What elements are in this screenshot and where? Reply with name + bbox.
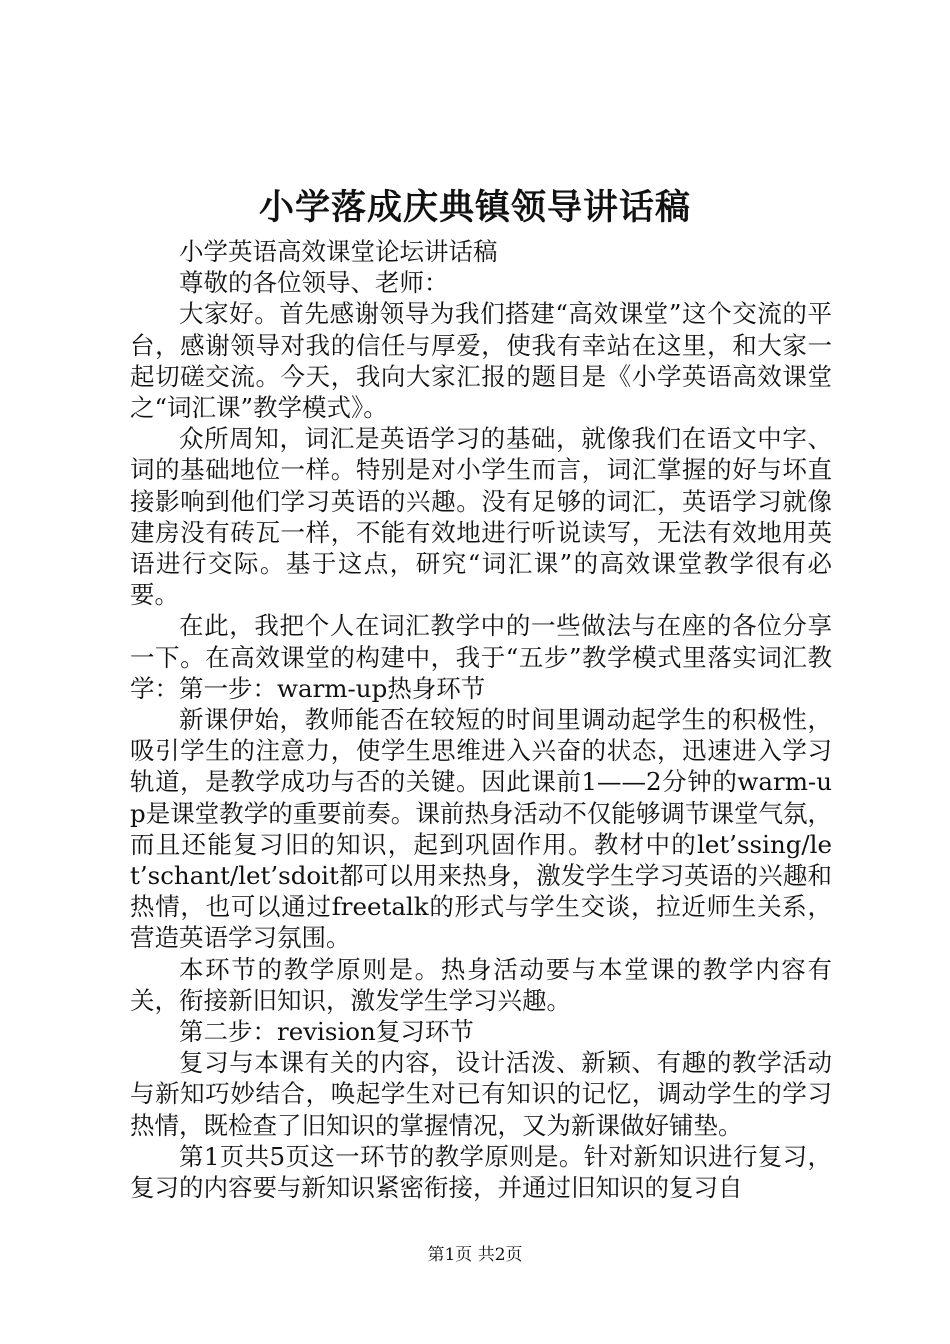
paragraph: 第二步：revision复习环节 xyxy=(179,1017,474,1047)
paragraph: 在此，我把个人在词汇教学中的一些做法与在座的各位分享一下。在高效课堂的构建中，我于“五步”教学模式里落实词汇教学：第一步：warm-up热身环节 xyxy=(130,611,832,703)
paragraph: 小学英语高效课堂论坛讲话稿 xyxy=(179,237,498,266)
document-body xyxy=(130,236,832,1203)
paragraph: 第1页共5页这一环节的教学原则是。针对新知识进行复习，复习的内容要与新知识紧密衔接，并通过旧知识的复习自 xyxy=(130,1141,832,1203)
paragraph: 众所周知，词汇是英语学习的基础，就像我们在语文中字、词的基础地位一样。特别是对小学生而言，词汇掌握的好与坏直接影响到他们学习英语的兴趣。没有足够的词汇，英语学习就像建房没有砖瓦一样，不能有效地进行听说读写，无法有效地用英语进行交际。基于这点，研究“词汇课”的高效课堂教学很有必要。 xyxy=(130,424,832,610)
paragraph: 大家好。首先感谢领导为我们搭建“高效课堂”这个交流的平台，感谢领导对我的信任与厚爱，使我有幸站在这里，和大家一起切磋交流。今天，我向大家汇报的题目是《小学英语高效课堂之“词汇课”教学模式》。 xyxy=(130,299,832,423)
page-footer: 第1页 共2页 xyxy=(427,1245,523,1265)
paragraph: 新课伊始，教师能否在较短的时间里调动起学生的积极性，吸引学生的注意力，使学生思维进入兴奋的状态，迅速进入学习轨道，是教学成功与否的关键。因此课前1——2分钟的warm-up是课堂教学的重要前奏。课前热身活动不仅能够调节课堂气氛，而且还能复习旧的知识，起到巩固作用。教材中的let’ssing/let’schant/let’sdoit都可以用来热身，激发学生学习英语的兴趣和热情，也可以通过freetalk的形式与学生交谈，拉近师生关系，营造英语学习氛围。 xyxy=(130,705,832,953)
document-title: 小学落成庆典镇领导讲话稿 xyxy=(258,187,691,228)
paragraph: 尊敬的各位领导、老师： xyxy=(179,268,449,298)
paragraph: 复习与本课有关的内容，设计活泼、新颖、有趣的教学活动与新知巧妙结合，唤起学生对已有知识的记忆，调动学生的学习热情，既检查了旧知识的掌握情况，又为新课做好铺垫。 xyxy=(130,1048,832,1140)
paragraph: 本环节的教学原则是。热身活动要与本堂课的教学内容有关，衔接新旧知识，激发学生学习兴趣。 xyxy=(130,954,832,1015)
